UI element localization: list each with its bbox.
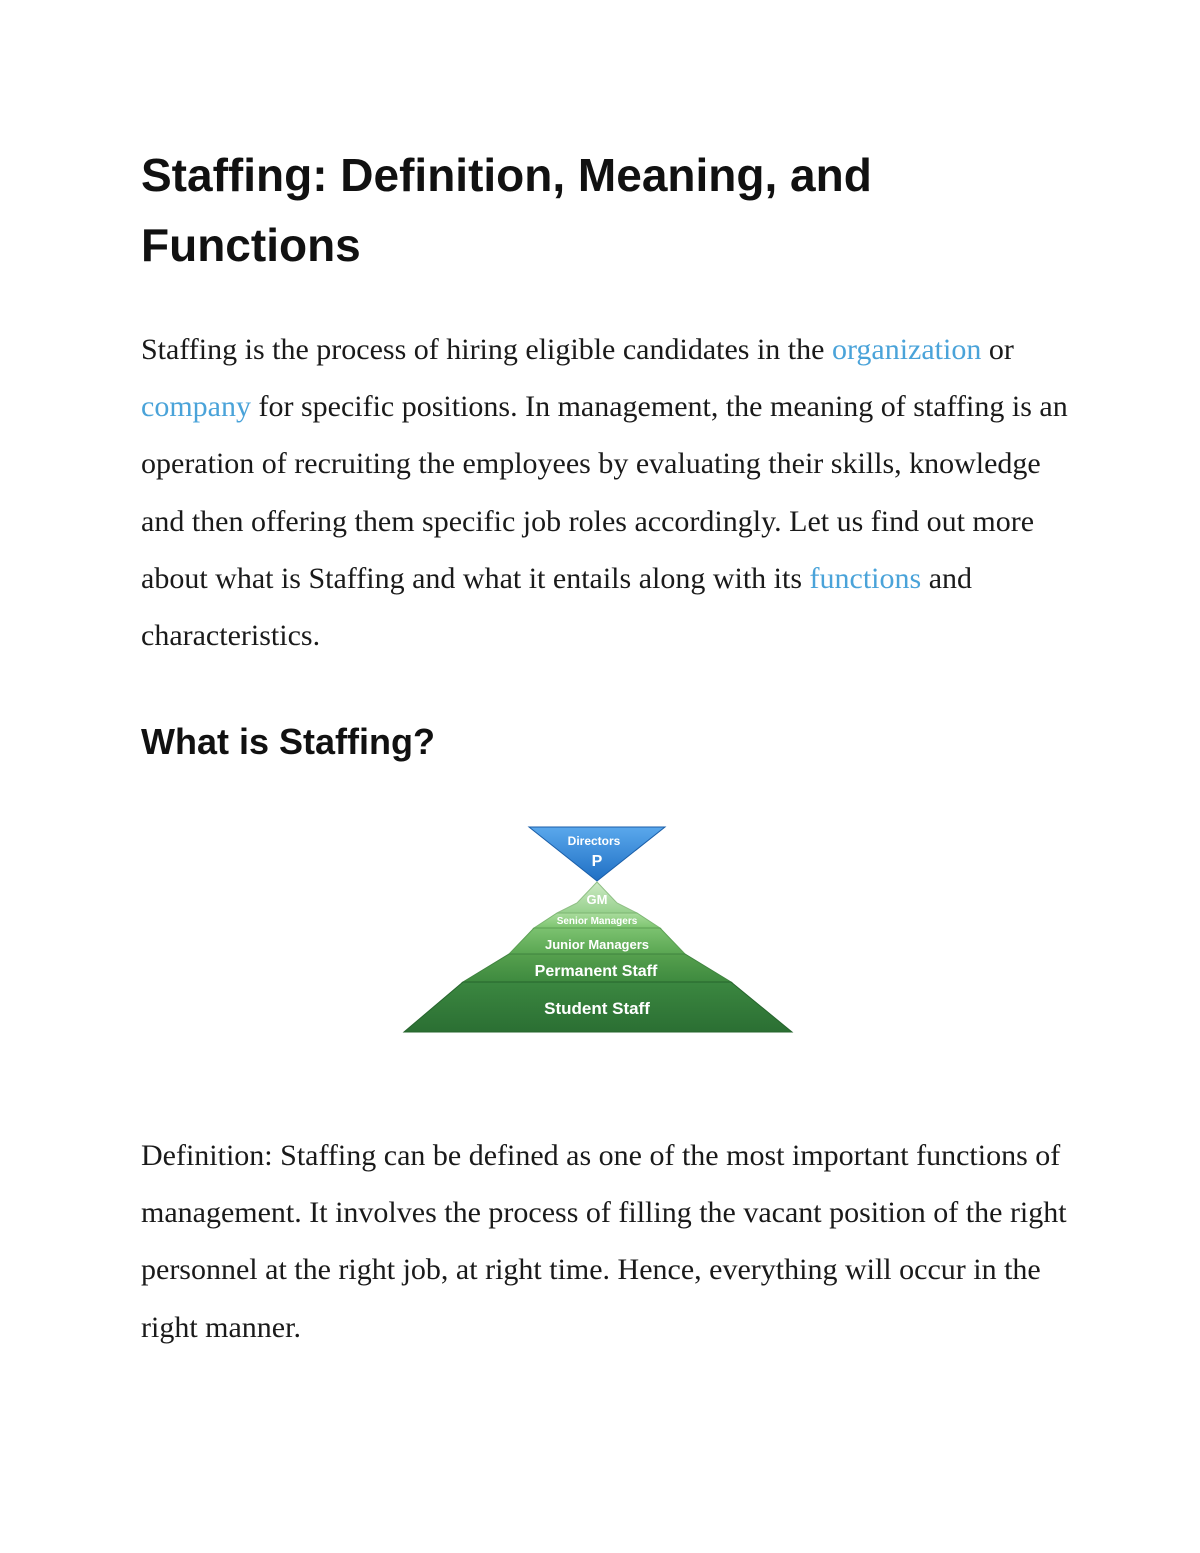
president-label: P (591, 853, 603, 870)
page-title: Staffing: Definition, Meaning, and Functions (141, 149, 872, 271)
senior-managers-label: Senior Managers (556, 916, 638, 927)
intro-paragraph (141, 321, 1071, 664)
student-staff-label: Student Staff (544, 999, 650, 1018)
intro-text-2: or (981, 333, 1014, 366)
permanent-staff-label: Permanent Staff (534, 963, 658, 980)
company-link[interactable]: company (141, 390, 251, 424)
what-is-staffing-heading: What is Staffing? (141, 721, 435, 762)
definition-paragraph: Definition: Staffing can be defined as one of the most important functions of management. It involves the process of filling the vacant position of the right personnel at the right job, at right time. Hence, everything will occur in the right manner. (141, 1139, 1067, 1344)
intro-text-1: Staffing is the process of hiring eligible candidates in the (141, 333, 832, 366)
junior-managers-label: Junior Managers (544, 937, 650, 952)
intro-text-3: for specific positions. In management, the meaning of staffing is an operation of recruiting the employees by evaluating their skills, knowledge and then offering them specific job roles accordingly. Let us find out more about what is Staffing and what it entails along with its (141, 390, 1068, 595)
directors-label: Directors (567, 834, 621, 848)
staffing-pyramid-svg (398, 820, 798, 1040)
intro-text-4: and characteristics. (141, 561, 973, 653)
staffing-pyramid-figure (398, 820, 798, 1040)
organization-link[interactable]: organization (831, 333, 982, 366)
gm-label: GM (586, 892, 608, 907)
functions-link[interactable]: functions (809, 561, 922, 595)
